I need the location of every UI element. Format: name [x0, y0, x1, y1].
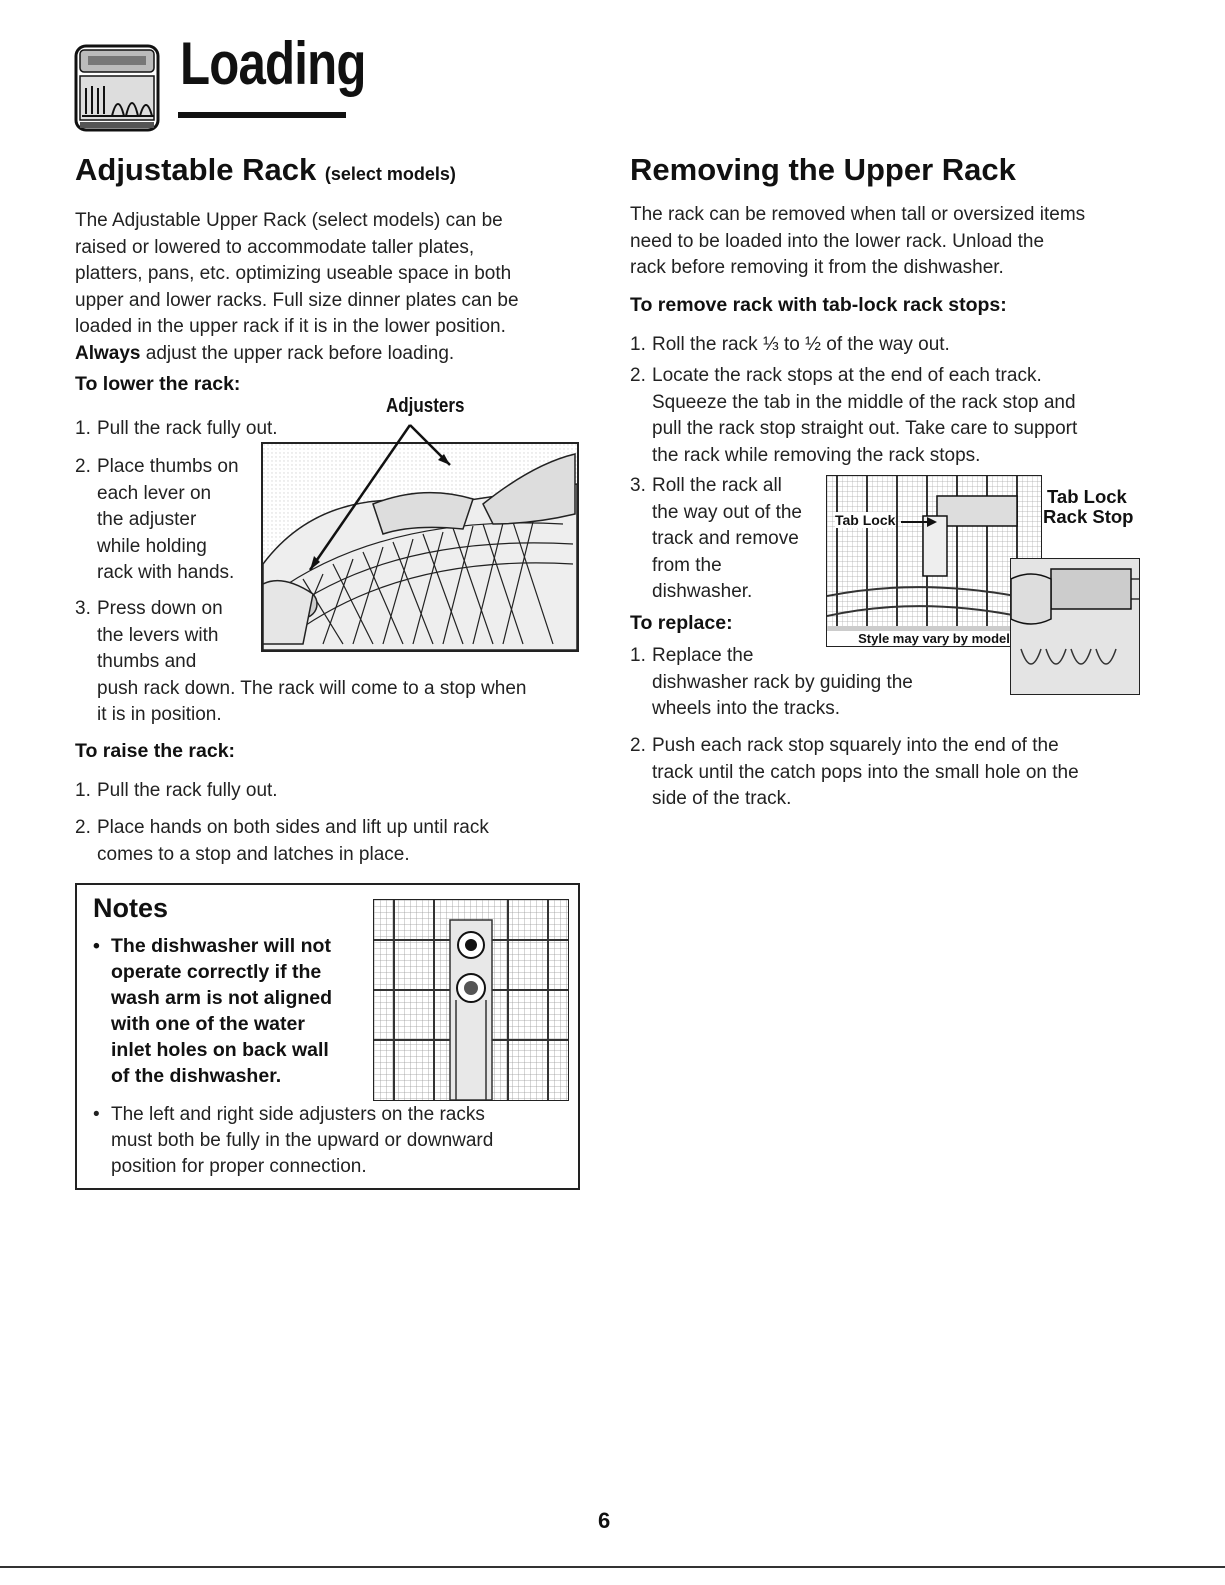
lower-step-3: 3. Press down on the levers with thumbs and push rack down. The rack will come to a stop when it is in position.	[75, 598, 527, 725]
remove-step-2: 2. Locate the rack stops at the end of each track. Squeeze the tab in the middle of the rack stop and pull the rack stop straight out. Take care to support the rack while removing the rack stops.	[630, 365, 1078, 466]
raise-step-1: 1. Pull the rack fully out.	[75, 780, 278, 801]
removing-intro: The rack can be removed when tall or oversized items need to be loaded into the lower rack. Unload the rack before removing it from the dishwasher.	[630, 204, 1086, 278]
tab-lock-arrow	[899, 514, 939, 530]
remove-step-1: 1. Roll the rack ⅓ to ½ of the way out.	[630, 334, 950, 355]
notes-bold-item: • The dishwasher will not operate correctly if the wash arm is not aligned with one of the water inlet holes on back wall of the dishwasher.	[93, 935, 333, 1087]
notes-title: Notes	[93, 893, 169, 923]
replace-step-2: 2. Push each rack stop squarely into the end of the track until the catch pops into the small hole on the side of the track.	[630, 735, 1079, 809]
lower-rack-heading: To lower the rack:	[75, 373, 241, 395]
tab-lock-inner-label: Tab Lock	[835, 512, 896, 528]
figure-caption: Style may vary by model	[827, 631, 1041, 646]
section-heading-removing-upper-rack: Removing the Upper Rack	[630, 152, 1016, 187]
title-underline	[178, 112, 346, 118]
notes-box	[75, 883, 580, 1190]
tab-lock-rack-stop-callout: Tab Lock Rack Stop	[1043, 486, 1134, 527]
adjustable-rack-intro: The Adjustable Upper Rack (select models) can be raised or lowered to accommodate taller plates, platters, pans, etc. optimizing useable space in both upper and lower racks. Full size dinner plates can be loaded in the upper rack if it is in the lower position. Always adjust the upper rack before loading.	[75, 210, 519, 364]
lower-step-2: 2. Place thumbs on each lever on the adjuster while holding rack with hands.	[75, 456, 239, 583]
adjusters-label: Adjusters	[386, 395, 465, 417]
page-number: 6	[598, 1508, 611, 1533]
replace-heading: To replace:	[630, 612, 733, 634]
remove-step-3: 3. Roll the rack all the way out of the track and remove from the dishwasher.	[630, 475, 802, 602]
bottom-rule	[0, 1566, 1225, 1568]
section-heading-adjustable-rack: Adjustable Rack (select models)	[75, 152, 456, 187]
raise-step-2: 2. Place hands on both sides and lift up until rack comes to a stop and latches in place.	[75, 817, 489, 865]
wash-arm-illustration	[373, 899, 569, 1101]
page-title: Loading	[180, 30, 366, 97]
raise-rack-heading: To raise the rack:	[75, 740, 236, 762]
lower-step-1: 1. Pull the rack fully out.	[75, 418, 278, 439]
notes-plain-item: • The left and right side adjusters on the racks must both be fully in the upward or downward position for proper connection.	[93, 1104, 494, 1177]
dishwasher-icon	[74, 44, 160, 132]
replace-step-1: 1. Replace the dishwasher rack by guiding the wheels into the tracks.	[630, 645, 913, 719]
adjustable-rack-section	[75, 154, 595, 185]
remove-rack-heading: To remove rack with tab-lock rack stops:	[630, 294, 1007, 316]
adjusters-pointer	[300, 420, 470, 580]
